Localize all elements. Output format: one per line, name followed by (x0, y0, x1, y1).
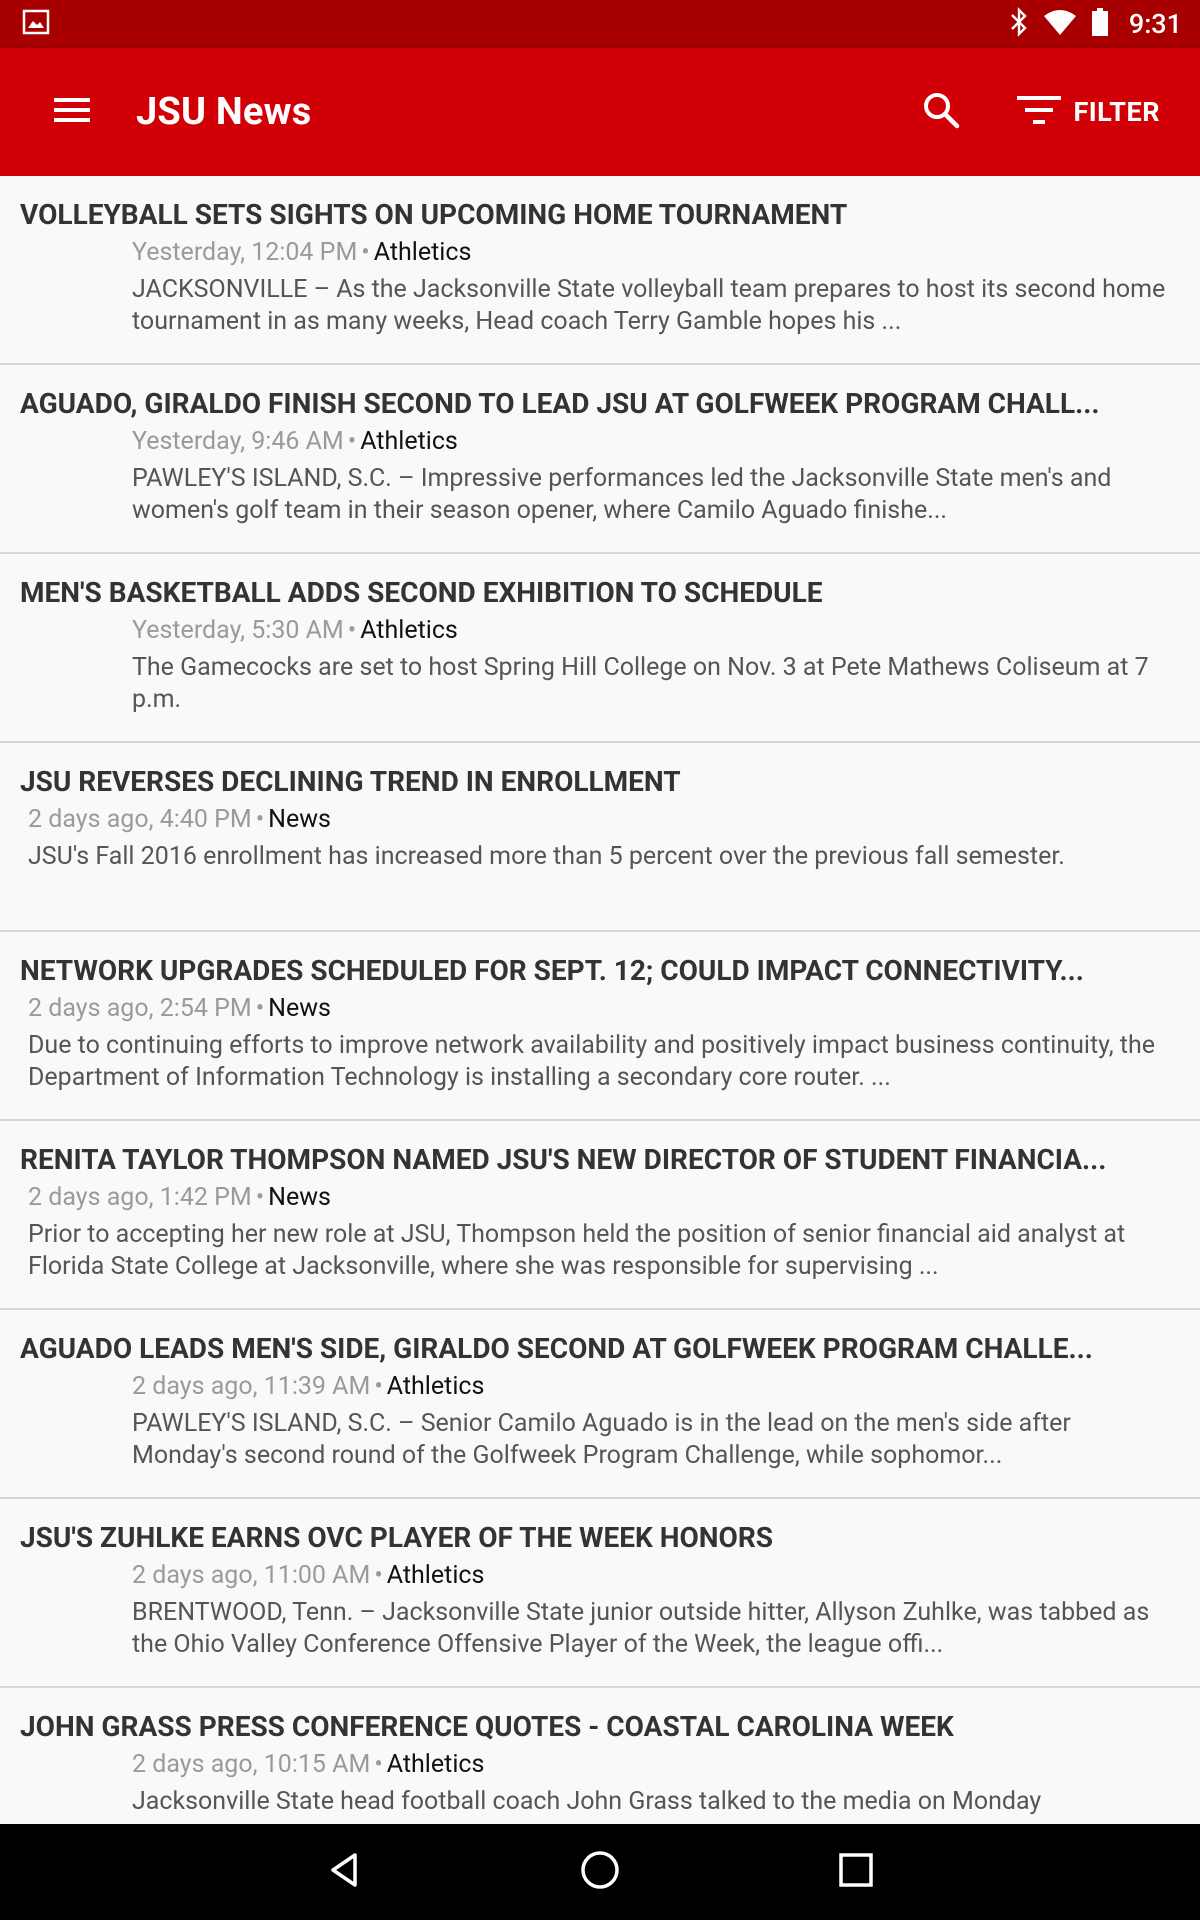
news-item-summary: The Gamecocks are set to host Spring Hill College on Nov. 3 at Pete Mathews Coliseum at 7 p.m. (132, 653, 1149, 714)
home-button[interactable] (552, 1824, 648, 1920)
news-item-time: 2 days ago, 2:54 PM (28, 994, 252, 1023)
filter-button[interactable] (1015, 93, 1160, 131)
news-item-title: AGUADO, GIRALDO FINISH SECOND TO LEAD JSU AT GOLFWEEK PROGRAM CHALL... (20, 387, 1100, 420)
news-item-title: JSU'S ZUHLKE EARNS OVC PLAYER OF THE WEEK HONORS (20, 1521, 774, 1554)
status-bar (0, 0, 1200, 48)
news-item-meta: 2 days ago, 1:42 PM • News (28, 1183, 331, 1212)
news-list[interactable] (0, 176, 1200, 1824)
news-item-title: NETWORK UPGRADES SCHEDULED FOR SEPT. 12; COULD IMPACT CONNECTIVITY... (20, 954, 1084, 987)
news-item-summary: PAWLEY'S ISLAND, S.C. – Impressive performances led the Jacksonville State men's and women's golf team in their season opener, where Camilo Aguado finishe... (132, 464, 1112, 525)
news-item-meta: 2 days ago, 11:00 AM • Athletics (132, 1561, 485, 1590)
news-item-meta: 2 days ago, 11:39 AM • Athletics (132, 1372, 485, 1401)
image-notification-icon (22, 9, 50, 39)
news-item-category: Athletics (360, 616, 458, 645)
news-item-title: JSU REVERSES DECLINING TREND IN ENROLLMENT (20, 765, 681, 798)
news-item-summary: JACKSONVILLE – As the Jacksonville State volleyball team prepares to host its second home tournament in as many weeks, Head coach Terry Gamble hopes his ... (132, 275, 1166, 336)
news-item[interactable] (0, 1310, 1200, 1499)
news-item-category: Athletics (386, 1561, 485, 1590)
news-item-category: Athletics (386, 1750, 485, 1779)
news-item[interactable] (0, 743, 1200, 932)
menu-icon (52, 95, 92, 129)
news-item-meta: 2 days ago, 4:40 PM • News (28, 805, 331, 834)
filter-icon (1015, 93, 1063, 131)
filter-label: FILTER (1073, 96, 1160, 128)
news-item[interactable] (0, 176, 1200, 365)
search-button[interactable] (905, 76, 977, 148)
news-item-meta: Yesterday, 12:04 PM • Athletics (132, 238, 472, 267)
home-icon (579, 1849, 621, 1895)
news-item-time: 2 days ago, 11:00 AM (132, 1561, 371, 1590)
bluetooth-icon (1009, 7, 1029, 41)
news-item-time: Yesterday, 9:46 AM (132, 427, 344, 456)
navigation-bar (0, 1824, 1200, 1920)
news-item-meta: 2 days ago, 10:15 AM • Athletics (132, 1750, 485, 1779)
news-item-summary: Prior to accepting her new role at JSU, Thompson held the position of senior financial aid analyst at Florida State College at Jacksonville, where she was responsible for supervising ... (28, 1220, 1126, 1281)
news-item[interactable] (0, 365, 1200, 554)
back-button[interactable] (296, 1824, 392, 1920)
news-item-meta: Yesterday, 9:46 AM • Athletics (132, 427, 458, 456)
news-item-time: Yesterday, 5:30 AM (132, 616, 344, 645)
news-item-summary: JSU's Fall 2016 enrollment has increased more than 5 percent over the previous fall semester. (28, 842, 1065, 871)
back-icon (324, 1850, 364, 1894)
news-item-summary: Due to continuing efforts to improve network availability and positively impact business continuity, the Department of Information Technology is installing a secondary core router. ... (28, 1031, 1156, 1092)
wifi-icon (1043, 8, 1077, 40)
menu-button[interactable] (36, 76, 108, 148)
news-item-time: 2 days ago, 10:15 AM (132, 1750, 371, 1779)
news-item-title: JOHN GRASS PRESS CONFERENCE QUOTES - COASTAL CAROLINA WEEK (20, 1710, 954, 1743)
news-item-category: Athletics (360, 427, 458, 456)
news-item-category: Athletics (373, 238, 472, 267)
news-item-summary: PAWLEY'S ISLAND, S.C. – Senior Camilo Aguado is in the lead on the men's side after Monday's second round of the Golfweek Program Challenge, while sophomor... (132, 1409, 1071, 1470)
news-item[interactable] (0, 1688, 1200, 1824)
search-icon (922, 91, 960, 133)
news-item[interactable] (0, 554, 1200, 743)
news-item[interactable] (0, 932, 1200, 1121)
app-title: JSU News (136, 90, 312, 134)
news-item-summary: Jacksonville State head football coach John Grass talked to the media on Monday (132, 1787, 1042, 1816)
news-item[interactable] (0, 1121, 1200, 1310)
news-item-meta: 2 days ago, 2:54 PM • News (28, 994, 331, 1023)
news-item-meta: Yesterday, 5:30 AM • Athletics (132, 616, 458, 645)
battery-icon (1091, 7, 1109, 41)
news-item-time: Yesterday, 12:04 PM (132, 238, 358, 267)
app-bar (0, 48, 1200, 176)
news-item[interactable] (0, 1499, 1200, 1688)
news-item-title: AGUADO LEADS MEN'S SIDE, GIRALDO SECOND AT GOLFWEEK PROGRAM CHALLE... (20, 1332, 1093, 1365)
news-item-category: News (268, 805, 331, 834)
news-item-time: 2 days ago, 1:42 PM (28, 1183, 252, 1212)
news-item-category: News (268, 1183, 331, 1212)
news-item-title: MEN'S BASKETBALL ADDS SECOND EXHIBITION TO SCHEDULE (20, 576, 823, 609)
status-time: 9:31 (1128, 8, 1182, 40)
recent-apps-icon (838, 1852, 874, 1892)
news-item-category: Athletics (386, 1372, 485, 1401)
news-item-title: RENITA TAYLOR THOMPSON NAMED JSU'S NEW DIRECTOR OF STUDENT FINANCIA... (20, 1143, 1107, 1176)
news-item-title: VOLLEYBALL SETS SIGHTS ON UPCOMING HOME TOURNAMENT (20, 198, 848, 231)
news-item-time: 2 days ago, 11:39 AM (132, 1372, 371, 1401)
news-item-category: News (268, 994, 331, 1023)
news-item-time: 2 days ago, 4:40 PM (28, 805, 252, 834)
recent-apps-button[interactable] (808, 1824, 904, 1920)
news-item-summary: BRENTWOOD, Tenn. – Jacksonville State junior outside hitter, Allyson Zuhlke, was tabbed as the Ohio Valley Conference Offensive Player of the Week, the league offi... (132, 1598, 1150, 1659)
